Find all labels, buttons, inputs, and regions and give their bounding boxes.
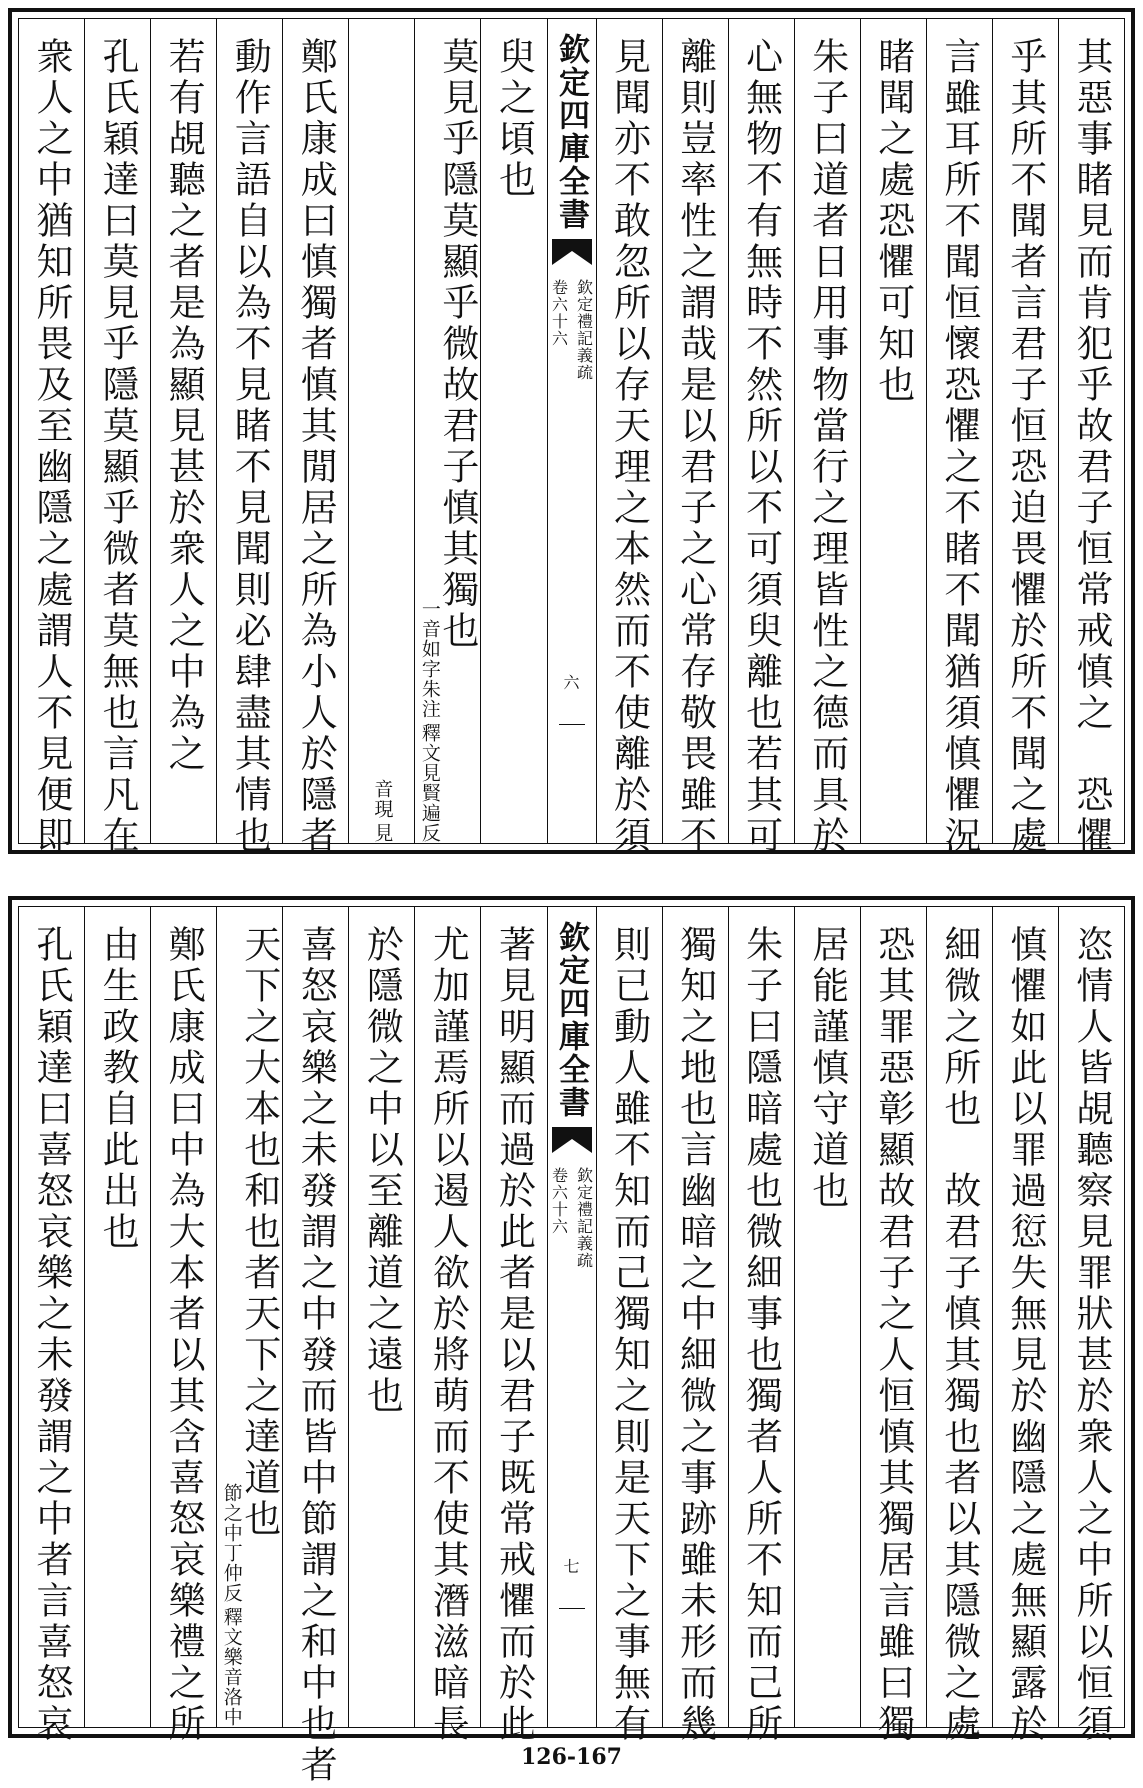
column-text [739,907,783,1745]
page-number-rule [559,1608,585,1609]
main-text: 恣情人皆覘聽察見罪狀甚於衆人之中所以恒須 [1069,925,1113,1745]
text-column [348,907,414,1727]
column-text [1069,907,1113,1745]
column-text [673,907,717,1745]
column-text [739,19,783,857]
column-text [360,907,404,1727]
page-number-rule [559,724,585,725]
text-column [728,907,794,1745]
center-gutter [547,907,596,1727]
text-column [150,907,216,1745]
annotation-line: 釋文見賢遍反 [418,723,441,843]
text-column [282,19,348,857]
column-text [1069,19,1113,857]
volume-title: 欽定禮記義疏 [574,279,594,381]
main-text: 尤加謹焉所以遏人欲於將萌而不使其潛滋暗長 [426,925,470,1745]
main-text: 鄭氏康成曰中為大本者以其含喜怒哀樂禮之所 [162,925,206,1745]
column-text [805,19,849,857]
main-text: 細微之所也 故君子慎其獨也者以其隱微之處 [937,925,981,1745]
text-column [84,907,150,1727]
main-text: 著見明顯而過於此者是以君子既常戒懼而於此 [492,925,536,1745]
column-text [1003,907,1047,1745]
column-text [96,19,140,857]
volume-number: 卷六十六 [549,279,569,347]
text-column [992,907,1058,1745]
column-text [805,907,849,1727]
text-column [926,907,992,1745]
volume-label [548,1167,596,1269]
main-text: 動作言語自以為不見睹不見聞則必肆盡其情也 [228,37,272,857]
annotation-line: 節之中丁仲反 [220,1483,243,1603]
text-column [150,19,216,843]
column-text [162,907,206,1745]
column-text [871,19,915,843]
annotation-line: 釋文樂音洛中 [220,1607,243,1727]
main-text: 天下之大本也和也者天下之達道也 [237,925,281,1540]
main-text: 獨知之地也言幽暗之中細微之事跡雖未形而幾 [673,925,717,1745]
text-column [84,19,150,857]
text-column [926,19,992,857]
column-text [30,907,74,1745]
column-text [228,19,272,857]
column-text [492,19,536,843]
column-text [220,907,281,1727]
text-column [480,907,546,1745]
annotation-note [371,37,394,843]
main-text: 鄭氏康成曰慎獨者慎其閒居之所為小人於隱者 [294,37,338,857]
text-column [596,19,662,857]
main-text: 於隱微之中以至離道之遠也 [360,925,404,1417]
text-column [348,19,414,843]
text-column [282,907,348,1786]
text-column [414,907,480,1745]
text-column [414,19,480,843]
text-column [216,19,282,857]
book-title: 欽定四庫全書 [553,921,589,1119]
main-text: 由生政教自此出也 [96,925,140,1253]
text-column [19,907,84,1745]
column-text [607,907,651,1745]
text-column [216,907,282,1727]
annotation-line: 見 [371,823,394,843]
volume-title: 欽定禮記義疏 [574,1167,594,1269]
annotation-line: 一音如字朱注 [418,599,441,719]
main-text: 莫見乎隱莫顯乎微故君子慎其獨也 [435,37,479,652]
column-text [162,19,206,843]
fish-tail-mark-icon [552,239,592,265]
main-text: 孔氏穎達曰喜怒哀樂之未發謂之中者言喜怒哀 [30,925,74,1745]
text-column [1058,19,1124,857]
main-text: 其惡事睹見而肯犯乎故君子恒常戒慎之 恐懼 [1069,37,1113,857]
column-text [937,19,981,857]
page-top [8,8,1135,857]
column-text [294,907,338,1786]
main-text: 恐其罪惡彰顯故君子之人恒慎其獨居言雖曰獨 [871,925,915,1745]
volume-label [548,279,596,381]
page-number: 六 [563,673,580,692]
main-text: 睹聞之處恐懼可知也 [871,37,915,406]
footer-page-ref: 126-167 [521,1744,622,1770]
column-text [371,19,394,843]
text-column [662,19,728,857]
main-text: 乎其所不聞者言君子恒恐迫畏懼於所不聞之處 [1003,37,1047,857]
main-text: 衆人之中猶知所畏及至幽隱之處謂人不見便即 [30,37,74,857]
column-text [492,907,536,1745]
page-number: 七 [563,1557,580,1576]
main-text: 言雖耳所不聞恒懷恐懼之不睹不聞猶須慎懼況 [937,37,981,857]
page-top-columns [18,18,1125,857]
column-text [607,19,651,857]
column-text [1003,19,1047,857]
annotation-line: 音現 [371,779,394,819]
main-text: 離則豈率性之謂哉是以君子之心常存敬畏雖不 [673,37,717,857]
column-text [426,907,470,1745]
text-column [1058,907,1124,1745]
column-text [871,907,915,1745]
text-column [662,907,728,1745]
text-column [596,907,662,1745]
text-column [480,19,546,843]
text-column [860,907,926,1745]
column-text [937,907,981,1745]
main-text: 居能謹慎守道也 [805,925,849,1212]
main-text: 則已動人雖不知而己獨知之則是天下之事無有 [607,925,651,1745]
main-text: 朱子曰道者日用事物當行之理皆性之德而具於 [805,37,849,857]
fish-tail-mark-icon [552,1127,592,1153]
text-column [19,19,84,857]
text-column [794,19,860,857]
main-text: 朱子曰隱暗處也微細事也獨者人所不知而己所 [739,925,783,1745]
center-gutter [547,19,596,843]
column-text [96,907,140,1727]
main-text: 若有覘聽之者是為顯見甚於衆人之中為之 [162,37,206,775]
column-text [294,19,338,857]
book-title: 欽定四庫全書 [553,33,589,231]
main-text: 孔氏穎達曰莫見乎隱莫顯乎微者莫無也言凡在 [96,37,140,857]
volume-number: 卷六十六 [549,1167,569,1235]
column-text [30,19,74,857]
column-text [418,19,479,843]
text-column [728,19,794,857]
column-text [673,19,717,857]
text-column [794,907,860,1727]
main-text: 慎懼如此以罪過愆失無見於幽隱之處無顯露於 [1003,925,1047,1745]
main-text: 見聞亦不敢忽所以存天理之本然而不使離於須 [607,37,651,857]
main-text: 喜怒哀樂之未發謂之中發而皆中節謂之和中也者 [294,925,338,1786]
text-column [860,19,926,843]
main-text: 臾之頃也 [492,37,536,201]
text-column [992,19,1058,857]
main-text: 心無物不有無時不然所以不可須臾離也若其可 [739,37,783,857]
